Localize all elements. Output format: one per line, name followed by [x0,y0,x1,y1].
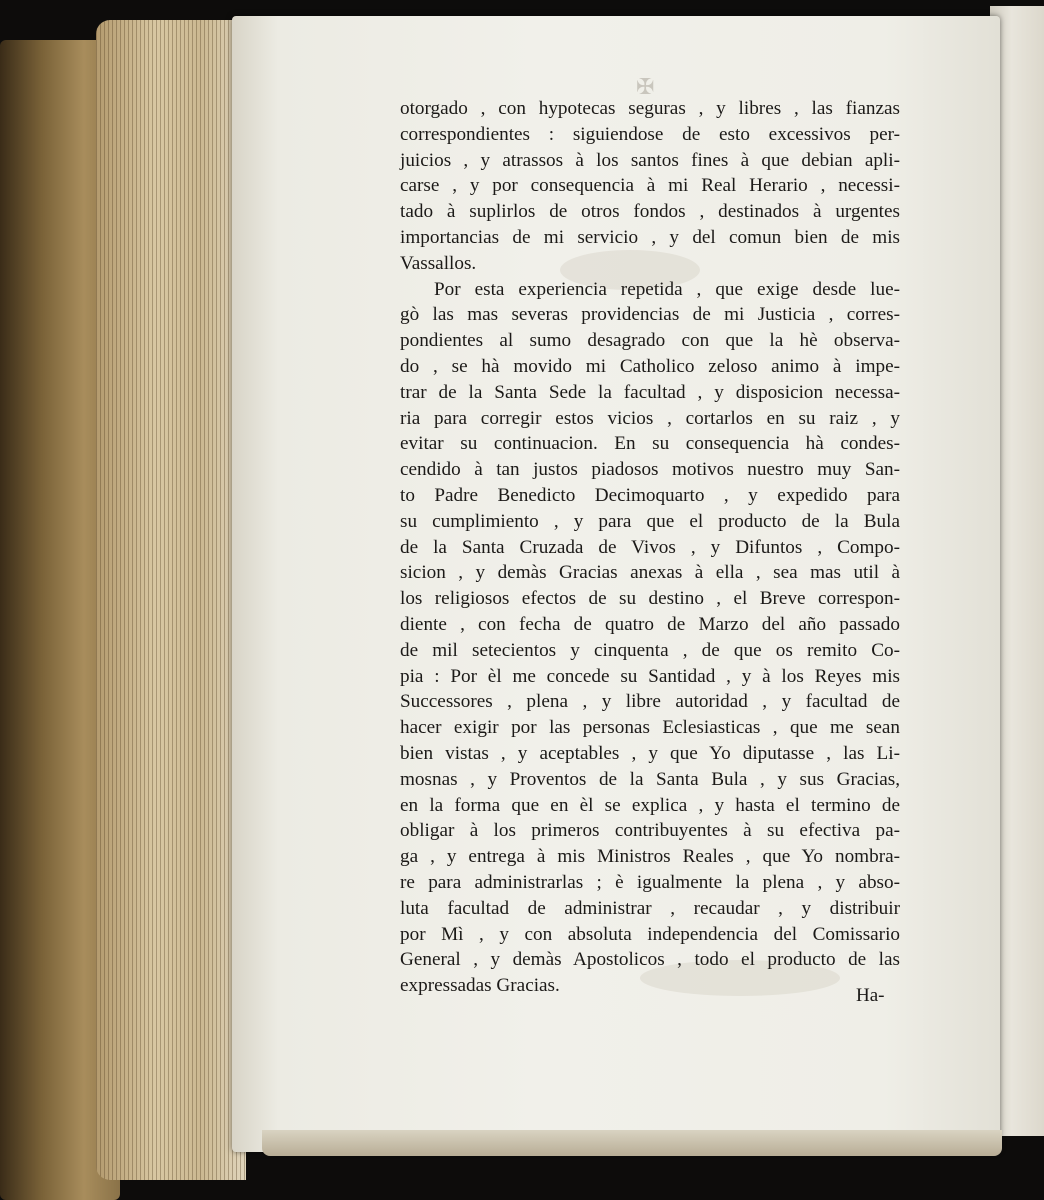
text-line: ria para corregir estos vicios , cortarlos en su raiz , y [400,407,900,429]
text-line: luta facultad de administrar , recaudar , y distribuir [400,897,900,919]
catchword: Ha- [856,985,885,1006]
text-line: Vassallos. [400,252,477,274]
text-line: importancias de mi servicio , y del comun bien de mis [400,226,900,248]
text-line: los religiosos efectos de su destino , el Breve correspon- [400,588,900,610]
show-through-ornament-icon: ✠ [636,74,655,99]
text-line: en la forma que en èl se explica , y hasta el termino de [400,794,900,816]
text-line: pia : Por èl me concede su Santidad , y à los Reyes mis [400,665,900,687]
text-line: por Mì , y con absoluta independencia del Comissario [400,923,900,945]
text-line: do , se hà movido mi Catholico zeloso animo à impe- [400,355,900,377]
text-line: su cumplimiento , y para que el producto de la Bula [400,510,900,532]
text-line: expressadas Gracias. [400,975,560,997]
text-line: de la Santa Cruzada de Vivos , y Difuntos , Compo- [400,536,900,558]
text-line: re para administrarlas ; è igualmente la plena , y abso- [400,871,900,893]
text-line: juicios , y atrassos à los santos fines à que debian apli- [400,149,900,171]
text-line: mosnas , y Proventos de la Santa Bula , y sus Gracias, [400,768,900,790]
text-line: pondientes al sumo desagrado con que la hè observa- [400,330,900,352]
text-line: otorgado , con hypotecas seguras , y libres , las fianzas [400,98,900,119]
text-line: hacer exigir por las personas Eclesiasticas , que me sean [400,717,900,739]
text-line: Por esta experiencia repetida , que exige desde lue- [434,278,900,300]
page-bottom-edge [262,1130,1002,1156]
text-line: obligar à los primeros contribuyentes à su efectiva pa- [400,820,900,842]
text-line: ga , y entrega à mis Ministros Reales , que Yo nombra- [400,846,900,868]
text-line: cendido à tan justos piadosos motivos nuestro muy San- [400,459,900,481]
text-line: correspondientes : siguiendose de esto excessivos per- [400,123,900,145]
text-line: de mil setecientos y cinquenta , de que os remito Co- [400,639,900,661]
text-line: carse , y por consequencia à mi Real Herario , necessi- [400,175,900,197]
text-line: to Padre Benedicto Decimoquarto , y expedido para [400,484,900,506]
text-line: bien vistas , y aceptables , y que Yo diputasse , las Li- [400,742,900,764]
text-line: Successores , plena , y libre autoridad , y facultad de [400,691,900,713]
text-line: tado à suplirlos de otros fondos , destinados à urgentes [400,201,900,223]
text-line: trar de la Santa Sede la facultad , y disposicion necessa- [400,381,900,403]
text-line: sicion , y demàs Gracias anexas à ella , sea mas util à [400,562,900,584]
text-line: diente , con fecha de quatro de Marzo del año passado [400,613,900,635]
text-line: General , y demàs Apostolicos , todo el producto de las [400,949,900,971]
text-line: gò las mas severas providencias de mi Justicia , corres- [400,304,900,326]
page-stack-edges [96,20,246,1180]
text-line: evitar su continuacion. En su consequencia hà condes- [400,433,900,455]
page-body-text [400,96,900,999]
